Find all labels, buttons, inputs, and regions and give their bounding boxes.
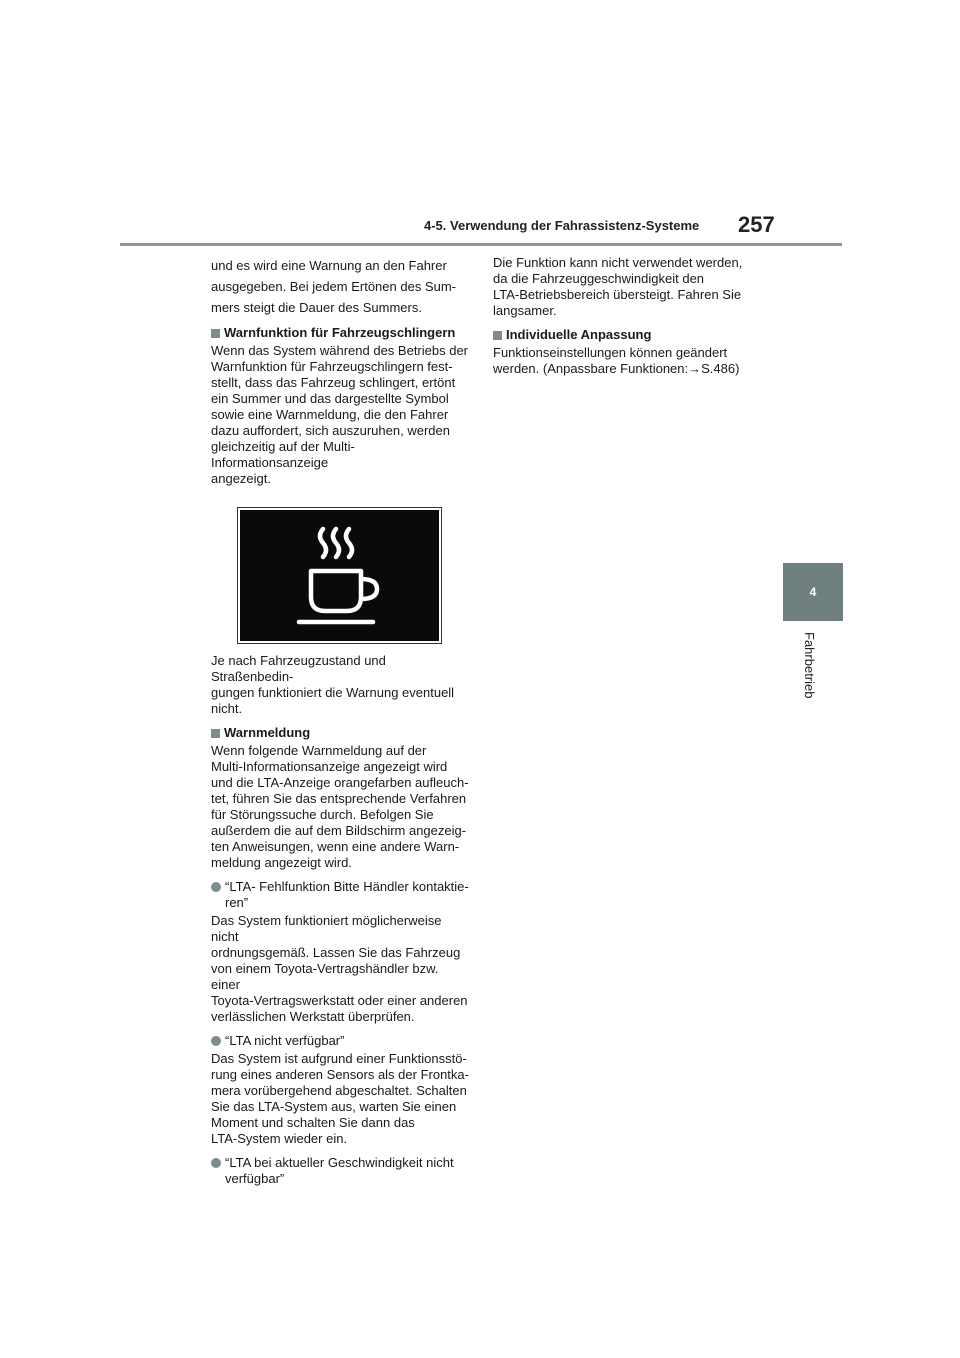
sway-heading-text: Warnfunktion für Fahrzeugschlingern (224, 325, 456, 340)
bullet1-paragraph: Das System funktioniert möglicherweise nicht ordnungsgemäß. Lassen Sie das Fahrzeug von einem Toyota-Vertragshändler bzw. einer Toyota-Vertragswerkstatt oder einer anderen verlässlichen Werkstatt überprüfen. (211, 913, 468, 1024)
bullet-item (211, 1033, 469, 1049)
circle-bullet-icon (211, 1158, 221, 1168)
custom-heading (493, 327, 755, 343)
section-title: 4-5. Verwendung der Fahrassistenz-Systeme (424, 218, 700, 233)
intro-paragraph: und es wird eine Warnung an den Fahrer ausgegeben. Bei jedem Ertönen des Sum- mers steigt die Dauer des Summers. (211, 258, 456, 315)
right-column (493, 255, 755, 385)
warn-heading (211, 725, 469, 741)
square-bullet-icon (211, 329, 220, 338)
bullet-item (211, 1155, 469, 1187)
after-figure-paragraph: Je nach Fahrzeugzustand und Straßenbedin- gungen funktioniert die Warnung eventuell nicht. (211, 653, 455, 716)
bullet2-paragraph: Das System ist aufgrund einer Funktionsstö- rung eines anderen Sensors als der Frontka- mera vorübergehend abgeschaltet. Schalten Sie das LTA-System aus, warten Sie einen Moment und schalten Sie dann das LTA-System wieder ein. (211, 1051, 469, 1146)
square-bullet-icon (493, 331, 502, 340)
chapter-number: 4 (809, 585, 817, 599)
speed-paragraph: Die Funktion kann nicht verwendet werden, da die Fahrzeuggeschwindigkeit den LTA-Betriebsbereich übersteigt. Fahren Sie langsamer. (493, 255, 743, 318)
circle-bullet-icon (211, 882, 221, 892)
header-rule (120, 243, 842, 246)
chapter-tab (783, 563, 843, 621)
warn-heading-text: Warnmeldung (224, 725, 311, 740)
square-bullet-icon (211, 729, 220, 738)
circle-bullet-icon (211, 1036, 221, 1046)
sway-heading (211, 325, 469, 341)
warn-paragraph: Wenn folgende Warnmeldung auf der Multi-Informationsanzeige angezeigt wird und die LTA-Anzeige orangefarben aufleuch- tet, führen Sie das entsprechende Verfahren für Störungssuche durch. Befolgen Sie außerdem die auf dem Bildschirm angezeig- ten Anweisungen, wenn eine andere Warn- meldung angezeigt wird. (211, 743, 469, 870)
bullet-text: “LTA nicht verfügbar” (225, 1033, 345, 1048)
sway-paragraph: Wenn das System während des Betriebs der Warnfunktion für Fahrzeugschlingern fest- stellt, dass das Fahrzeug schlingert, ertönt ein Summer und das dargestellte Symbol sowie eine Warnmeldung, die den Fahrer dazu auffordert, sich auszuruhen, werden gleichzeitig auf der Multi-Informationsanzeige angezeigt. (211, 343, 469, 486)
bullet-text: “LTA bei aktueller Geschwindigkeit nicht verfügbar” (225, 1155, 454, 1186)
multi-info-display (240, 510, 439, 641)
coffee-cup-icon (285, 521, 395, 631)
bullet-item (211, 879, 469, 911)
display-figure (237, 507, 442, 644)
custom-paragraph: Funktionseinstellungen können geändert werden. (Anpassbare Funktionen:→S.486) (493, 345, 740, 376)
custom-heading-text: Individuelle Anpassung (506, 327, 652, 342)
bullet-text: “LTA- Fehlfunktion Bitte Händler kontaktie- ren” (225, 879, 469, 910)
page-number: 257 (738, 212, 775, 237)
left-column (211, 255, 469, 1189)
chapter-label: Fahrbetrieb (802, 632, 817, 699)
